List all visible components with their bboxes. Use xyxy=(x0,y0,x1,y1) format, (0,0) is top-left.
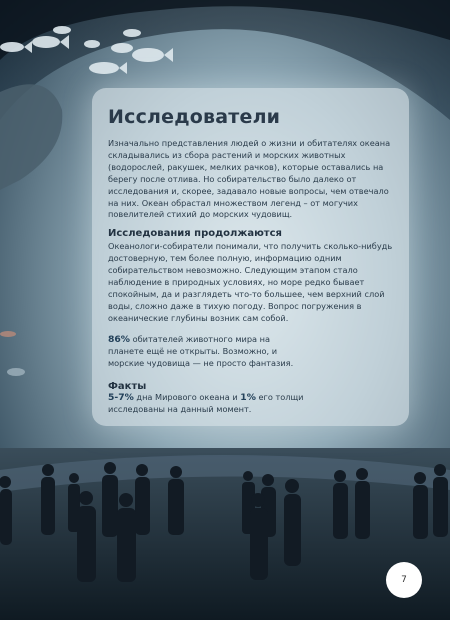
facts-value-1: 5-7% xyxy=(108,392,134,404)
facts-value-2: 1% xyxy=(240,392,256,404)
stat-callout xyxy=(108,334,298,370)
intro-paragraph: Изначально представления людей о жизни и обитателях океана складывались из сбора растений и морских животных (водорослей, ракушек, мелких рачков), которые оставались на берегу после отлива. Но собирательство было далеко от исследования и, скорее, задавало новые вопросы, чем отвечало на них. Океан обрастал множеством легенд – от могучих повелителей стихий до морских чудовищ. xyxy=(108,138,391,220)
facts-text-2: его толщи исследованы на данный момент. xyxy=(108,392,304,415)
section-paragraph: Океанологи-собиратели понимали, что получить сколько-нибудь достоверную, тем более полную, информацию одним собирательством невозможно. Следующим этапом стало наблюдение в природных условиях, но море редко бывает спокойным, да и разглядеть что-то большее, чем верхний слой воды, сложно даже в тихую погоду. Вопрос погружения в океанические глубины возник сам собой. xyxy=(108,241,393,323)
page-number: 7 xyxy=(386,562,422,598)
stat-value: 86% xyxy=(108,333,130,345)
facts-heading: Факты xyxy=(108,381,147,393)
facts-text-1: дна Мирового океана и xyxy=(133,392,241,403)
stat-text: обитателей живoтного мира на планете ещё не открыты. Возможно, и морские чудовища — не просто фантазия. xyxy=(108,333,294,368)
article xyxy=(108,100,398,416)
section-heading: Исследования продолжаются xyxy=(108,228,282,240)
facts-text xyxy=(108,392,308,416)
page-title: Исследователи xyxy=(108,106,281,128)
